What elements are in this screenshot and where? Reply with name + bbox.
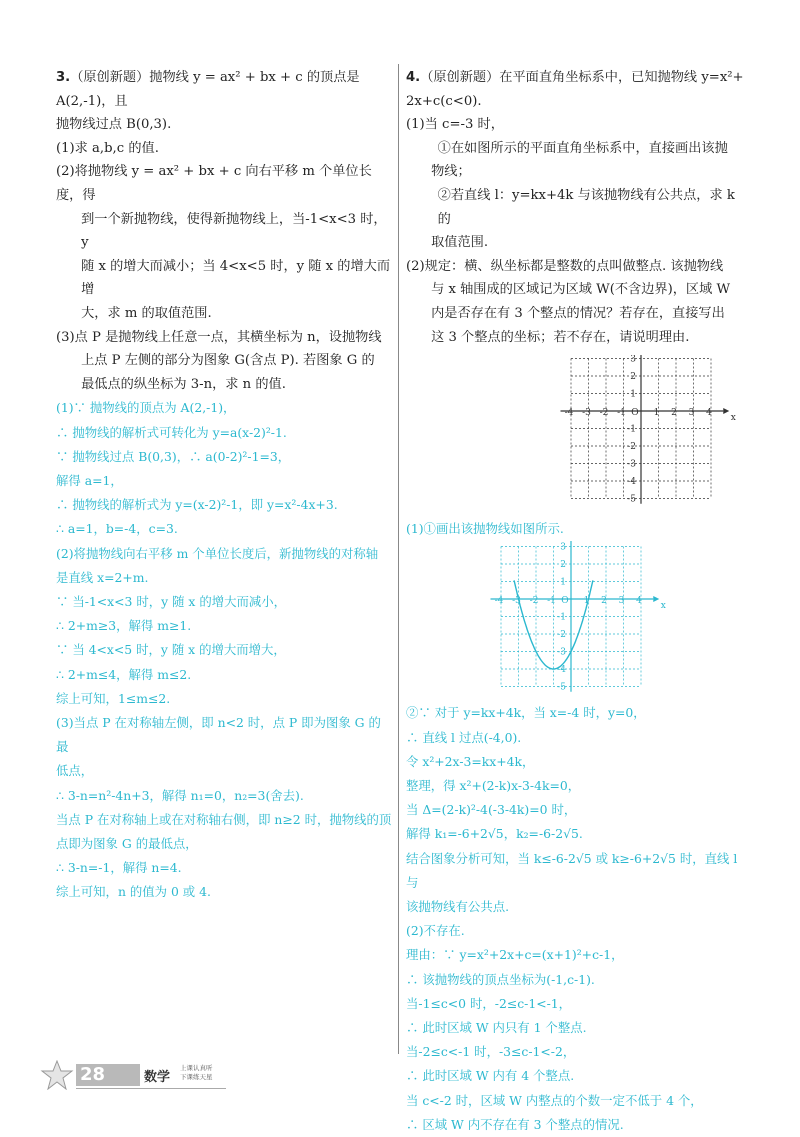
x-axis-label: x bbox=[660, 601, 666, 612]
question-text: (2)规定：横、纵坐标都是整数的点叫做整点. 该抛物线 bbox=[406, 258, 724, 274]
x-tick-label: -2 bbox=[529, 596, 539, 607]
y-tick-label: -4 bbox=[627, 477, 636, 488]
question-line bbox=[406, 278, 748, 302]
y-tick-label: -3 bbox=[627, 459, 636, 470]
column-divider bbox=[398, 64, 399, 1054]
question-text: 取值范围. bbox=[431, 235, 489, 251]
question-line bbox=[406, 160, 748, 184]
question-4 bbox=[406, 66, 748, 349]
question-text: (1)求 a,b,c 的值. bbox=[56, 140, 159, 156]
question-line bbox=[406, 66, 748, 90]
y-tick-label: 1 bbox=[630, 389, 636, 400]
question-line bbox=[56, 255, 392, 302]
question-text: ①在如图所示的平面直角坐标系中，直接画出该抛 bbox=[437, 140, 728, 156]
page-number: 28 bbox=[76, 1064, 140, 1086]
answer-line: ∴ a=1，b=-4，c=3. bbox=[56, 521, 178, 537]
x-tick-label: -3 bbox=[582, 408, 591, 419]
question-3 bbox=[56, 66, 392, 396]
footer-slogan bbox=[180, 1064, 213, 1082]
answer-line: ∴ 2+m≥3，解得 m≥1. bbox=[56, 618, 192, 634]
question-line bbox=[56, 302, 392, 326]
slogan-line-2: 下课练天星 bbox=[180, 1073, 213, 1081]
y-tick-label: -1 bbox=[557, 612, 566, 623]
question-text: (3)点 P 是抛物线上任意一点，其横坐标为 n，设抛物线 bbox=[56, 329, 382, 345]
question-text: 抛物线过点 B(0,3). bbox=[56, 117, 172, 133]
answer-line: (2)将抛物线向右平移 m 个单位长度后，新抛物线的对称轴 bbox=[56, 545, 379, 561]
x-tick-label: -4 bbox=[564, 408, 574, 419]
answer-line: ∴ 抛物线的解析式可转化为 y=a(x-2)²-1. bbox=[56, 424, 287, 440]
answer-line: ∴ 此时区域 W 内有 4 个整点. bbox=[406, 1068, 575, 1084]
y-tick-label: -1 bbox=[627, 424, 636, 435]
star-logo-icon bbox=[40, 1060, 74, 1090]
question-text: 与 x 轴围成的区域记为区域 W(不含边界)，区域 W bbox=[431, 282, 731, 298]
y-tick-label: 3 bbox=[560, 542, 566, 553]
y-tick-label: -5 bbox=[627, 494, 636, 505]
subject-label: 数学 bbox=[144, 1070, 171, 1085]
x-tick-label: -3 bbox=[512, 596, 521, 607]
answer-line: 当-2≤c<-1 时，-3≤c-1<-2， bbox=[406, 1044, 576, 1060]
question-line bbox=[56, 208, 392, 255]
origin-label: O bbox=[561, 596, 569, 607]
question-text: 到一个新抛物线，使得新抛物线上，当-1<x<3 时，y bbox=[81, 211, 387, 251]
question-text: 这 3 个整点的坐标；若不存在，请说明理由. bbox=[431, 329, 690, 345]
answer-line: ∴ 该抛物线的顶点坐标为(-1,c-1). bbox=[406, 971, 595, 987]
y-tick-label: 2 bbox=[560, 560, 566, 571]
answer-line: ∴ 此时区域 W 内只有 1 个整点. bbox=[406, 1019, 587, 1035]
answer-line: ∴ 3-n=n²-4n+3，解得 n₁=0，n₂=3(舍去). bbox=[56, 787, 304, 803]
question-text: 上点 P 左侧的部分为图象 G(含点 P). 若图象 G 的 bbox=[81, 353, 375, 369]
answer-4 bbox=[406, 701, 748, 1137]
answer-line: (1)∵ 抛物线的顶点为 A(2,-1)， bbox=[56, 400, 236, 416]
x-tick-label: -2 bbox=[599, 408, 609, 419]
question-line bbox=[406, 184, 748, 231]
question-line bbox=[56, 137, 392, 161]
question-line bbox=[56, 66, 392, 113]
question-text: 随 x 的增大而减小；当 4<x<5 时，y 随 x 的增大而增 bbox=[81, 258, 391, 298]
slogan-line-1: 上课认真听 bbox=[180, 1064, 213, 1072]
question-text: 大，求 m 的取值范围. bbox=[81, 305, 212, 321]
y-tick-label: 3 bbox=[630, 355, 636, 365]
question-line bbox=[406, 255, 748, 279]
page-footer bbox=[40, 1058, 220, 1094]
answer-3 bbox=[56, 396, 392, 904]
question-line bbox=[56, 349, 392, 373]
question-line bbox=[406, 113, 748, 137]
x-tick-label: 1 bbox=[653, 408, 660, 419]
answer-line: 当 c<-2 时，区域 W 内整点的个数一定不低于 4 个， bbox=[406, 1092, 703, 1108]
answer-line: 综上可知，n 的值为 0 或 4. bbox=[56, 884, 211, 900]
question-line bbox=[56, 326, 392, 350]
answer-line: 令 x²+2x-3=kx+4k， bbox=[406, 753, 535, 769]
question-line bbox=[406, 90, 748, 114]
answer-4-intro: (1)①画出该抛物线如图所示. bbox=[406, 521, 564, 537]
answer-line: ②∵ 对于 y=kx+4k，当 x=-4 时，y=0， bbox=[406, 705, 646, 721]
question-line bbox=[56, 160, 392, 207]
answer-line: 当点 P 在对称轴上或在对称轴右侧，即 n≥2 时，抛物线的顶 bbox=[56, 811, 392, 827]
answer-line: ∵ 当 4<x<5 时，y 随 x 的增大而增大， bbox=[56, 642, 286, 658]
y-tick-label: -2 bbox=[627, 442, 636, 453]
footer-rule bbox=[76, 1088, 226, 1089]
question-line bbox=[406, 137, 748, 161]
question-text: (2)将抛物线 y = ax² + bx + c 向右平移 m 个单位长度，得 bbox=[56, 164, 372, 203]
answer-line: (2)不存在. bbox=[406, 923, 465, 939]
parabola-graph-figure bbox=[406, 541, 748, 701]
x-axis-arrow bbox=[653, 596, 659, 602]
answer-line: (3)当点 P 在对称轴左侧，即 n<2 时，点 P 即为图象 G 的最 bbox=[56, 714, 381, 755]
question-text: （原创新题）抛物线 y = ax² + bx + c 的顶点是 A(2,-1)，且 bbox=[56, 70, 360, 109]
x-tick-label: 3 bbox=[618, 596, 625, 607]
y-tick-label: -4 bbox=[557, 665, 566, 676]
answer-line: ∴ 2+m≤4，解得 m≤2. bbox=[56, 666, 192, 682]
answer-line: ∴ 3-n=-1，解得 n=4. bbox=[56, 860, 182, 876]
x-tick-label: 4 bbox=[636, 596, 642, 607]
question-text: 2x+c(c<0). bbox=[406, 93, 482, 109]
right-column bbox=[406, 66, 748, 1137]
question-text: 内是否存在有 3 个整点的情况？若存在，直接写出 bbox=[431, 305, 725, 321]
answer-line: ∴ 抛物线的解析式为 y=(x-2)²-1，即 y=x²-4x+3. bbox=[56, 497, 338, 513]
answer-line: 综上可知，1≤m≤2. bbox=[56, 690, 171, 706]
question-line bbox=[56, 373, 392, 397]
y-tick-label: -3 bbox=[557, 647, 566, 658]
answer-line: 低点， bbox=[56, 763, 94, 779]
answer-line: 当-1≤c<0 时，-2≤c-1<-1， bbox=[406, 995, 572, 1011]
answer-line: 整理，得 x²+(2-k)x-3-4k=0， bbox=[406, 777, 581, 793]
question-text: （原创新题）在平面直角坐标系中，已知抛物线 y=x²+ bbox=[420, 70, 744, 85]
question-text: 物线； bbox=[431, 164, 471, 180]
y-tick-label: -2 bbox=[557, 630, 566, 641]
answer-line: ∴ 直线 l 过点(-4,0). bbox=[406, 729, 522, 745]
origin-label: O bbox=[631, 408, 639, 419]
y-tick-label: 1 bbox=[560, 577, 566, 588]
question-line bbox=[406, 326, 748, 350]
question-line bbox=[406, 302, 748, 326]
answer-line: ∴ 区域 W 内不存在有 3 个整点的情况. bbox=[406, 1116, 624, 1132]
question-number: 4. bbox=[406, 70, 421, 85]
x-tick-label: -1 bbox=[547, 596, 556, 607]
x-tick-label: 2 bbox=[671, 408, 677, 419]
y-tick-label: -5 bbox=[557, 682, 566, 693]
y-tick-label: 2 bbox=[630, 372, 636, 383]
x-tick-label: 1 bbox=[583, 596, 590, 607]
answer-line: 解得 k₁=-6+2√5，k₂=-6-2√5. bbox=[406, 826, 583, 842]
x-tick-label: 4 bbox=[706, 408, 712, 419]
question-line bbox=[56, 113, 392, 137]
answer-line: 当 Δ=(2-k)²-4(-3-4k)=0 时， bbox=[406, 802, 577, 818]
left-column bbox=[56, 66, 392, 905]
answer-line: ∵ 抛物线过点 B(0,3)，∴ a(0-2)²-1=3， bbox=[56, 448, 291, 464]
x-tick-label: -4 bbox=[494, 596, 504, 607]
coordinate-grid-figure bbox=[406, 355, 748, 515]
x-axis-arrow bbox=[723, 408, 729, 414]
answer-line: 该抛物线有公共点. bbox=[406, 898, 510, 914]
question-number: 3. bbox=[56, 70, 71, 85]
x-axis-label: x bbox=[730, 413, 736, 424]
question-text: (1)当 c=-3 时， bbox=[406, 117, 504, 133]
answer-line: 是直线 x=2+m. bbox=[56, 569, 149, 585]
answer-line: 解得 a=1， bbox=[56, 472, 123, 488]
x-tick-label: 3 bbox=[688, 408, 695, 419]
x-tick-label: 2 bbox=[601, 596, 607, 607]
answer-line: 结合图象分析可知，当 k≤-6-2√5 或 k≥-6+2√5 时，直线 l 与 bbox=[406, 850, 738, 890]
x-tick-label: -1 bbox=[617, 408, 626, 419]
answer-line: 点即为图象 G 的最低点， bbox=[56, 835, 198, 851]
question-text: ②若直线 l：y=kx+4k 与该抛物线有公共点，求 k 的 bbox=[437, 187, 735, 227]
question-line bbox=[406, 231, 748, 255]
question-text: 最低点的纵坐标为 3-n，求 n 的值. bbox=[81, 376, 286, 392]
answer-line: 理由：∵ y=x²+2x+c=(x+1)²+c-1， bbox=[406, 947, 624, 963]
answer-line: ∵ 当-1<x<3 时，y 随 x 的增大而减小， bbox=[56, 593, 287, 609]
